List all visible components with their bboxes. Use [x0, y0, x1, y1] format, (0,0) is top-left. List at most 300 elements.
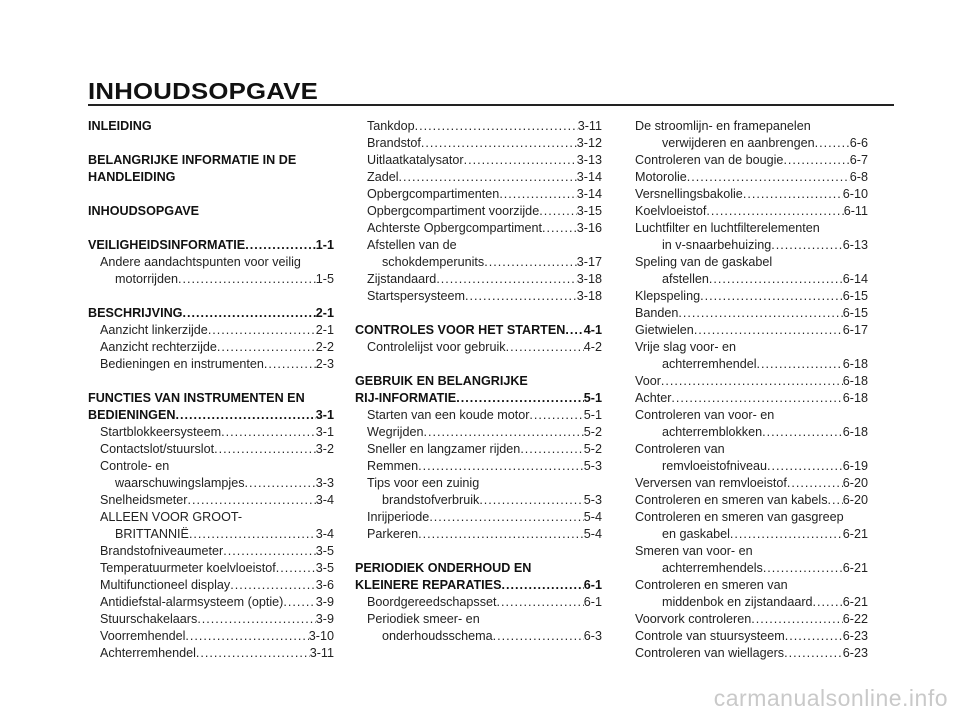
toc-section-heading[interactable]	[88, 118, 334, 135]
toc-section-heading[interactable]	[355, 390, 602, 407]
toc-entry-title: Controleren van wiellagers	[635, 646, 785, 660]
dot-leader	[694, 322, 843, 339]
toc-page-number: 3-15	[576, 204, 602, 218]
toc-page-number: 3-12	[576, 136, 602, 150]
toc-page-number: 6-21	[842, 527, 868, 541]
toc-page-number: 6-18	[842, 374, 868, 388]
toc-entry-title: in v-snaarbehuizing	[662, 238, 772, 252]
toc-entry-title: Achterremhendel	[100, 646, 196, 660]
toc-page-number: 5-1	[583, 408, 602, 422]
toc-entry[interactable]	[88, 526, 334, 543]
toc-entry-title: Voor	[635, 374, 661, 388]
toc-entry[interactable]	[635, 118, 868, 135]
dot-leader	[418, 458, 584, 475]
toc-entry-title: Controleren en smeren van	[635, 578, 788, 592]
toc-page-number: 2-1	[315, 306, 334, 320]
toc-page-number: 6-15	[842, 289, 868, 303]
dot-leader	[783, 152, 849, 169]
toc-entry[interactable]	[635, 492, 868, 509]
toc-entry-title: Zijstandaard	[367, 272, 437, 286]
toc-entry-title: Inrijperiode	[367, 510, 430, 524]
toc-entry-title: BEDIENINGEN	[88, 408, 176, 422]
toc-spacer	[355, 356, 602, 373]
toc-entry-title: Andere aandachtspunten voor veilig	[100, 255, 301, 269]
toc-entry-title: Brandstof	[367, 136, 421, 150]
toc-entry-title: waarschuwingslampjes	[115, 476, 245, 490]
toc-page-number: 6-17	[842, 323, 868, 337]
dot-leader	[208, 322, 316, 339]
toc-entry[interactable]	[88, 594, 334, 611]
dot-leader	[784, 645, 843, 662]
dot-leader	[565, 322, 583, 339]
toc-entry-title: Controle van stuursysteem	[635, 629, 785, 643]
toc-page-number: 3-11	[577, 119, 602, 133]
toc-entry-title: remvloeistofniveau	[662, 459, 767, 473]
toc-page-number: 3-9	[315, 612, 334, 626]
toc-entry-title: Controleren van voor- en	[635, 408, 775, 422]
toc-entry-title: Temperatuurmeter koelvloeistof	[100, 561, 276, 575]
toc-entry[interactable]	[635, 560, 868, 577]
dot-leader	[196, 645, 310, 662]
toc-entry-title: Brandstofniveaumeter	[100, 544, 224, 558]
toc-entry[interactable]	[355, 169, 602, 186]
toc-entry[interactable]	[635, 509, 868, 526]
dot-leader	[221, 424, 316, 441]
toc-entry[interactable]	[88, 339, 334, 356]
toc-entry-title: verwijderen en aanbrengen	[662, 136, 815, 150]
toc-entry-title: BELANGRIJKE INFORMATIE IN DE	[88, 153, 297, 167]
toc-entry-title: BRITTANNIË	[115, 527, 189, 541]
toc-section-heading[interactable]	[88, 407, 334, 424]
toc-section-heading[interactable]	[355, 322, 602, 339]
toc-entry[interactable]	[635, 254, 868, 271]
toc-entry[interactable]	[88, 509, 334, 526]
toc-entry-title: Vrije slag voor- en	[635, 340, 737, 354]
toc-entry[interactable]	[355, 186, 602, 203]
dot-leader	[661, 373, 843, 390]
dot-leader	[763, 560, 843, 577]
toc-entry[interactable]	[635, 526, 868, 543]
toc-entry[interactable]	[88, 441, 334, 458]
toc-entry-title: Aanzicht rechterzijde	[100, 340, 217, 354]
toc-entry[interactable]	[355, 288, 602, 305]
toc-page-number: 6-22	[842, 612, 868, 626]
toc-entry-title: achterremblokken	[662, 425, 763, 439]
toc-page-number: 3-14	[576, 170, 602, 184]
toc-entry-title: KLEINERE REPARATIES	[355, 578, 502, 592]
toc-page-number: 6-23	[842, 629, 868, 643]
toc-section-heading[interactable]	[355, 373, 602, 390]
dot-leader	[429, 509, 583, 526]
dot-leader	[815, 135, 850, 152]
toc-page-number: 6-7	[849, 153, 868, 167]
toc-entry[interactable]	[355, 254, 602, 271]
toc-page-number: 6-18	[842, 391, 868, 405]
toc-entry[interactable]	[355, 611, 602, 628]
toc-page-number: 3-4	[315, 527, 334, 541]
toc-page-number: 5-1	[583, 391, 602, 405]
toc-entry[interactable]	[635, 237, 868, 254]
toc-entry-title: Opbergcompartiment voorzijde	[367, 204, 540, 218]
dot-leader	[499, 186, 576, 203]
dot-leader	[751, 611, 843, 628]
toc-page-number: 3-6	[315, 578, 334, 592]
toc-entry[interactable]	[635, 322, 868, 339]
toc-section-heading[interactable]	[88, 152, 334, 169]
toc-entry[interactable]	[88, 577, 334, 594]
toc-page-number: 6-13	[842, 238, 868, 252]
toc-entry[interactable]	[355, 509, 602, 526]
toc-entry[interactable]	[355, 441, 602, 458]
toc-entry[interactable]	[355, 203, 602, 220]
toc-entry[interactable]	[355, 339, 602, 356]
toc-entry[interactable]	[635, 152, 868, 169]
toc-entry-title: De stroomlijn- en framepanelen	[635, 119, 811, 133]
toc-entry-title: Controleren van de bougie	[635, 153, 784, 167]
toc-entry-title: Starten van een koude motor	[367, 408, 530, 422]
dot-leader	[415, 118, 578, 135]
toc-entry-title: brandstofverbruik	[382, 493, 480, 507]
toc-entry[interactable]	[355, 458, 602, 475]
toc-entry-title: Tankdop	[367, 119, 415, 133]
dot-leader	[484, 254, 577, 271]
toc-entry-title: Controleren en smeren van gasgreep	[635, 510, 844, 524]
toc-spacer	[88, 186, 334, 203]
toc-page-number: 5-3	[583, 493, 602, 507]
toc-page-number: 3-17	[576, 255, 602, 269]
toc-entry-title: Antidiefstal-alarmsysteem (optie)	[100, 595, 284, 609]
dot-leader	[245, 475, 316, 492]
toc-entry-title: Startblokkeersysteem	[100, 425, 222, 439]
toc-section-heading[interactable]	[355, 560, 602, 577]
toc-entry[interactable]	[635, 645, 868, 662]
toc-entry[interactable]	[88, 458, 334, 475]
toc-entry[interactable]	[355, 475, 602, 492]
toc-entry[interactable]	[635, 390, 868, 407]
toc-page-number: 3-3	[315, 476, 334, 490]
toc-entry[interactable]	[635, 339, 868, 356]
toc-section-heading[interactable]	[88, 169, 334, 186]
toc-entry[interactable]	[635, 441, 868, 458]
toc-entry-title: Remmen	[367, 459, 419, 473]
toc-entry-title: Klepspeling	[635, 289, 701, 303]
toc-page-number: 6-3	[583, 629, 602, 643]
toc-entry[interactable]	[635, 135, 868, 152]
dot-leader	[421, 135, 577, 152]
toc-entry-title: Boordgereedschapsset	[367, 595, 497, 609]
toc-page-number: 2-2	[315, 340, 334, 354]
toc-entry-title: Multifunctioneel display	[100, 578, 231, 592]
toc-entry-title: Smeren van voor- en	[635, 544, 753, 558]
toc-entry-title: ALLEEN VOOR GROOT-	[100, 510, 243, 524]
toc-entry-title: Wegrijden	[367, 425, 424, 439]
dot-leader	[197, 611, 315, 628]
toc-page-number: 6-8	[849, 170, 868, 184]
dot-leader	[436, 271, 576, 288]
dot-leader	[671, 390, 842, 407]
toc-entry[interactable]	[355, 424, 602, 441]
toc-entry[interactable]	[355, 220, 602, 237]
toc-entry-title: afstellen	[662, 272, 709, 286]
toc-entry-title: VEILIGHEIDSINFORMATIE	[88, 238, 246, 252]
dot-leader	[542, 220, 577, 237]
dot-leader	[283, 594, 315, 611]
toc-entry-title: Tips voor een zuinig	[367, 476, 480, 490]
toc-entry[interactable]	[88, 424, 334, 441]
toc-entry-title: Periodiek smeer- en	[367, 612, 480, 626]
dot-leader	[529, 407, 583, 424]
dot-leader	[214, 441, 316, 458]
toc-page-number: 3-1	[315, 408, 334, 422]
toc-page-number: 6-20	[842, 493, 868, 507]
dot-leader	[767, 458, 843, 475]
toc-entry-title: PERIODIEK ONDERHOUD EN	[355, 561, 532, 575]
dot-leader	[189, 526, 316, 543]
dot-leader	[539, 203, 577, 220]
dot-leader	[700, 288, 843, 305]
toc-entry-title: Controleren van	[635, 442, 725, 456]
toc-page-number: 6-21	[842, 595, 868, 609]
toc-entry[interactable]	[355, 118, 602, 135]
dot-leader	[178, 271, 316, 288]
toc-spacer	[88, 135, 334, 152]
dot-leader	[762, 424, 843, 441]
toc-entry-title: Controlelijst voor gebruik	[367, 340, 506, 354]
page-title: INHOUDSOPGAVE	[88, 78, 319, 104]
toc-entry-title: Parkeren	[367, 527, 419, 541]
toc-entry[interactable]	[88, 322, 334, 339]
toc-entry[interactable]	[635, 475, 868, 492]
dot-leader	[223, 543, 316, 560]
toc-entry[interactable]	[355, 492, 602, 509]
dot-leader	[757, 356, 843, 373]
toc-entry-title: achterremhendel	[662, 357, 757, 371]
toc-entry[interactable]	[355, 237, 602, 254]
dot-leader	[493, 628, 584, 645]
toc-entry-title: achterremhendels	[662, 561, 763, 575]
toc-column-3	[635, 118, 868, 662]
toc-entry-title: Afstellen van de	[367, 238, 457, 252]
toc-page-number: 6-18	[842, 357, 868, 371]
dot-leader	[743, 186, 843, 203]
toc-entry-title: Speling van de gaskabel	[635, 255, 773, 269]
toc-entry[interactable]	[635, 594, 868, 611]
toc-page-number: 1-5	[315, 272, 334, 286]
toc-page-number: 3-18	[576, 272, 602, 286]
toc-spacer	[88, 220, 334, 237]
dot-leader	[230, 577, 316, 594]
toc-entry[interactable]	[88, 492, 334, 509]
toc-entry-title: motorrijden	[115, 272, 178, 286]
toc-section-heading[interactable]	[355, 577, 602, 594]
dot-leader	[217, 339, 316, 356]
toc-entry-title: Versnellingsbakolie	[635, 187, 743, 201]
toc-entry-title: BESCHRIJVING	[88, 306, 183, 320]
toc-page-number: 3-14	[576, 187, 602, 201]
toc-page-number: 6-21	[842, 561, 868, 575]
toc-entry-title: Opbergcompartimenten	[367, 187, 500, 201]
toc-entry-title: Controle- en	[100, 459, 170, 473]
toc-page-number: 6-14	[842, 272, 868, 286]
toc-entry[interactable]	[635, 305, 868, 322]
toc-entry-title: Achterste Opbergcompartiment	[367, 221, 542, 235]
dot-leader	[785, 628, 843, 645]
toc-column-1	[88, 118, 334, 662]
dot-leader	[185, 628, 308, 645]
toc-entry[interactable]	[635, 628, 868, 645]
toc-entry[interactable]	[635, 611, 868, 628]
toc-page-number: 6-6	[849, 136, 868, 150]
toc-entry-title: en gaskabel	[662, 527, 730, 541]
watermark-text: carmanualsonline.info	[713, 685, 948, 711]
toc-entry-title: onderhoudsschema	[382, 629, 493, 643]
toc-entry-title: Voorvork controleren	[635, 612, 752, 626]
toc-entry[interactable]	[635, 203, 868, 220]
toc-entry[interactable]	[635, 424, 868, 441]
dot-leader	[828, 492, 843, 509]
toc-page-number: 3-16	[576, 221, 602, 235]
toc-spacer	[88, 373, 334, 390]
toc-entry-title: Sneller en langzamer rijden	[367, 442, 521, 456]
toc-section-heading[interactable]	[88, 390, 334, 407]
toc-section-heading[interactable]	[88, 203, 334, 220]
toc-entry-title: Gietwielen	[635, 323, 694, 337]
toc-page-number: 6-15	[842, 306, 868, 320]
toc-entry[interactable]	[88, 628, 334, 645]
toc-entry-title: schokdemperunits	[382, 255, 485, 269]
toc-entry[interactable]	[635, 169, 868, 186]
toc-entry-title: Verversen van remvloeistof	[635, 476, 787, 490]
toc-page-number: 6-1	[583, 595, 602, 609]
dot-leader	[730, 526, 843, 543]
toc-page-number: 4-2	[583, 340, 602, 354]
dot-leader	[787, 475, 843, 492]
toc-entry-title: Bedieningen en instrumenten	[100, 357, 264, 371]
toc-entry-title: Zadel	[367, 170, 399, 184]
toc-page-number: 3-4	[315, 493, 334, 507]
dot-leader	[497, 594, 584, 611]
toc-page-number: 3-1	[315, 425, 334, 439]
toc-page-number: 5-3	[583, 459, 602, 473]
toc-entry[interactable]	[88, 611, 334, 628]
toc-entry[interactable]	[355, 628, 602, 645]
dot-leader	[813, 594, 843, 611]
title-underline	[88, 104, 894, 106]
toc-page-number: 3-2	[315, 442, 334, 456]
dot-leader	[465, 288, 577, 305]
toc-entry[interactable]	[355, 407, 602, 424]
toc-page-number: 5-2	[583, 425, 602, 439]
dot-leader	[479, 492, 583, 509]
toc-entry-title: Achter	[635, 391, 672, 405]
dot-leader	[418, 526, 584, 543]
toc-entry[interactable]	[355, 135, 602, 152]
dot-leader	[182, 305, 315, 322]
toc-entry[interactable]	[88, 356, 334, 373]
toc-entry-title: INLEIDING	[88, 119, 152, 133]
toc-entry-title: Contactslot/stuurslot	[100, 442, 215, 456]
toc-entry[interactable]	[635, 458, 868, 475]
toc-entry[interactable]	[88, 560, 334, 577]
toc-page-number: 4-1	[583, 323, 602, 337]
toc-entry-title: RIJ-INFORMATIE	[355, 391, 457, 405]
toc-page-number: 6-23	[842, 646, 868, 660]
toc-entry[interactable]	[635, 407, 868, 424]
dot-leader	[501, 577, 583, 594]
toc-section-heading[interactable]	[88, 305, 334, 322]
toc-page-number: 6-18	[842, 425, 868, 439]
toc-entry-title: FUNCTIES VAN INSTRUMENTEN EN	[88, 391, 305, 405]
toc-entry[interactable]	[635, 543, 868, 560]
toc-entry[interactable]	[635, 271, 868, 288]
toc-entry-title: Snelheidsmeter	[100, 493, 188, 507]
toc-entry-title: Motorolie	[635, 170, 687, 184]
toc-entry[interactable]	[635, 186, 868, 203]
toc-entry[interactable]	[88, 475, 334, 492]
toc-page-number: 6-11	[843, 204, 868, 218]
toc-page-number: 3-9	[315, 595, 334, 609]
dot-leader	[245, 237, 316, 254]
toc-page-number: 3-18	[576, 289, 602, 303]
dot-leader	[771, 237, 843, 254]
dot-leader	[264, 356, 316, 373]
toc-entry-title: Controleren en smeren van kabels	[635, 493, 828, 507]
toc-entry-title: Koelvloeistof	[635, 204, 707, 218]
toc-page-number: 5-4	[583, 510, 602, 524]
toc-page-number: 1-1	[315, 238, 334, 252]
dot-leader	[175, 407, 315, 424]
dot-leader	[456, 390, 584, 407]
toc-entry-title: CONTROLES VOOR HET STARTEN	[355, 323, 566, 337]
toc-entry[interactable]	[355, 526, 602, 543]
toc-column-2	[355, 118, 602, 645]
toc-entry[interactable]	[88, 271, 334, 288]
toc-entry[interactable]	[635, 356, 868, 373]
toc-page-number: 6-19	[842, 459, 868, 473]
dot-leader	[706, 203, 843, 220]
dot-leader	[506, 339, 584, 356]
toc-entry-title: Aanzicht linkerzijde	[100, 323, 208, 337]
toc-entry-title: Startspersysteem	[367, 289, 465, 303]
toc-entry[interactable]	[88, 254, 334, 271]
toc-entry[interactable]	[635, 577, 868, 594]
toc-page-number: 3-11	[309, 646, 334, 660]
toc-entry[interactable]	[355, 152, 602, 169]
toc-entry[interactable]	[635, 288, 868, 305]
toc-page-number: 5-2	[583, 442, 602, 456]
toc-entry[interactable]	[355, 271, 602, 288]
toc-spacer	[355, 305, 602, 322]
toc-page-number: 5-4	[583, 527, 602, 541]
toc-entry-title: Luchtfilter en luchtfilterelementen	[635, 221, 820, 235]
dot-leader	[276, 560, 316, 577]
toc-entry[interactable]	[355, 594, 602, 611]
toc-page-number: 2-3	[315, 357, 334, 371]
dot-leader	[464, 152, 577, 169]
toc-entry[interactable]	[635, 373, 868, 390]
toc-page-number: 3-10	[308, 629, 334, 643]
toc-entry[interactable]	[635, 220, 868, 237]
toc-page-number: 2-1	[315, 323, 334, 337]
toc-entry-title: INHOUDSOPGAVE	[88, 204, 200, 218]
toc-section-heading[interactable]	[88, 237, 334, 254]
toc-entry[interactable]	[88, 543, 334, 560]
toc-entry[interactable]	[88, 645, 334, 662]
toc-entry-title: Banden	[635, 306, 679, 320]
toc-spacer	[88, 288, 334, 305]
dot-leader	[687, 169, 850, 186]
dot-leader	[709, 271, 843, 288]
